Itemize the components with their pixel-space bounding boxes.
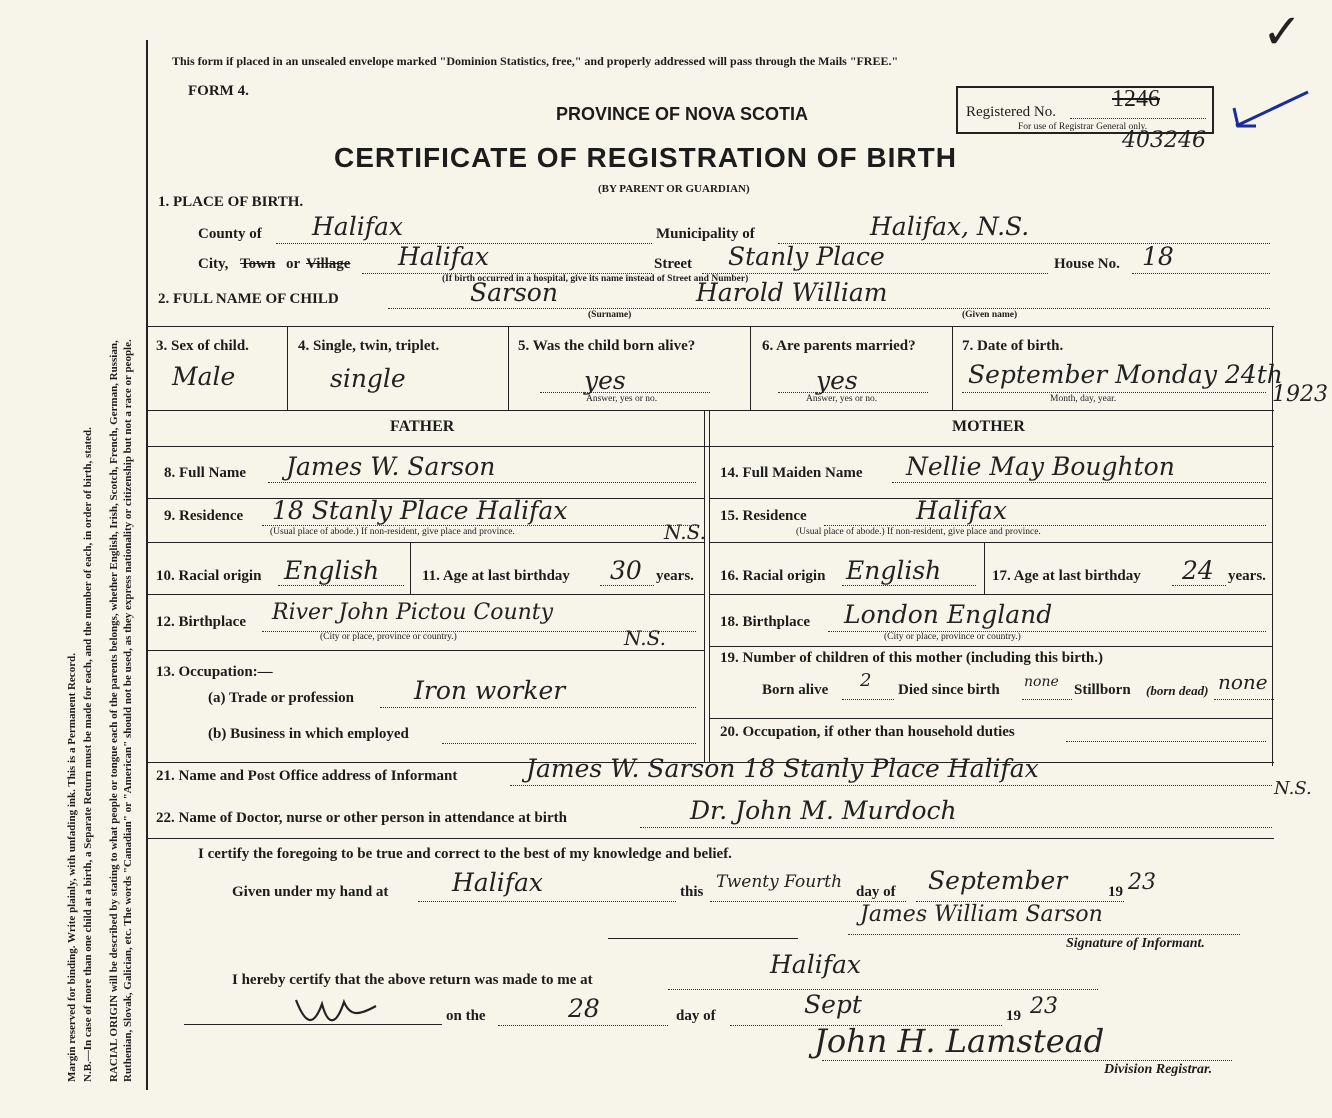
father-birthplace-caption: (City or place, province or country.) xyxy=(320,632,457,642)
certificate-title: CERTIFICATE OF REGISTRATION OF BIRTH xyxy=(334,142,957,173)
sex-label: 3. Sex of child. xyxy=(156,338,249,354)
given-at-label: Given under my hand at xyxy=(232,884,389,900)
on-the-label: on the xyxy=(446,1008,486,1024)
mother-birthplace-value: London England xyxy=(844,600,1053,629)
registered-year-value: 23 xyxy=(1030,994,1058,1019)
father-age-label: 11. Age at last birthday xyxy=(422,568,570,584)
father-racial-label: 10. Racial origin xyxy=(156,568,262,584)
stillborn-label: Stillborn xyxy=(1074,682,1131,698)
parents-married-label: 6. Are parents married? xyxy=(762,338,916,354)
given-at-place: Halifax xyxy=(452,868,543,897)
given-year-prefix: 19 xyxy=(1108,884,1123,900)
sex-value: Male xyxy=(172,362,236,391)
trade-value: Iron worker xyxy=(414,676,566,705)
mother-heading: MOTHER xyxy=(952,418,1025,435)
street-label: Street xyxy=(654,256,693,272)
form-left-border xyxy=(146,40,148,1090)
street-value: Stanly Place xyxy=(728,242,885,271)
or-label: or xyxy=(286,256,301,272)
mother-racial-value: English xyxy=(846,556,942,585)
house-number-value: 18 xyxy=(1142,242,1174,271)
municipality-value: Halifax, N.S. xyxy=(870,212,1030,241)
single-twin-label: 4. Single, twin, triplet. xyxy=(298,338,440,354)
father-birthplace-value: River John Pictou County xyxy=(272,600,554,625)
surname-caption: (Surname) xyxy=(588,310,632,320)
registrar-certify-label: I hereby certify that the above return was made to me at xyxy=(232,972,593,988)
day-of-label: day of xyxy=(856,884,896,900)
father-name-label: 8. Full Name xyxy=(164,465,247,481)
informant-province: N.S. xyxy=(1274,778,1312,799)
mother-residence-label: 15. Residence xyxy=(720,508,807,524)
this-label: this xyxy=(680,884,704,900)
mother-birthplace-label: 18. Birthplace xyxy=(720,614,810,630)
stillborn-note: (born dead) xyxy=(1146,683,1209,698)
died-since-birth-label: Died since birth xyxy=(898,682,1000,698)
blue-arrow-icon xyxy=(1232,86,1312,132)
certify-statement: I certify the foregoing to be true and correct to the best of my knowledge and belief. xyxy=(198,846,732,862)
province-heading: PROVINCE OF NOVA SCOTIA xyxy=(556,104,809,124)
birth-year-value: 1923 xyxy=(1272,382,1328,407)
child-name-label: 2. FULL NAME OF CHILD xyxy=(158,291,339,307)
father-heading: FATHER xyxy=(390,418,455,435)
date-of-birth-value: September Monday 24th xyxy=(968,360,1283,389)
registered-day-value: 28 xyxy=(568,994,600,1023)
born-alive-caption: Answer, yes or no. xyxy=(586,394,658,404)
parents-married-value: yes xyxy=(816,366,858,395)
registered-month-value: Sept xyxy=(804,990,862,1019)
date-caption: Month, day, year. xyxy=(1050,394,1117,404)
municipality-label: Municipality of xyxy=(656,226,755,242)
county-label: County of xyxy=(198,226,262,242)
margin-note-4: Ruthenian, Slovak, Galician, etc. The words "Canadian" or "American" should not be used, as they express nationality or citizenship but not a race or people. xyxy=(122,339,134,1082)
mother-name-value: Nellie May Boughton xyxy=(906,452,1175,481)
stillborn-value: none xyxy=(1218,670,1268,694)
born-alive-count-label: Born alive xyxy=(762,682,829,698)
mother-residence-value: Halifax xyxy=(916,496,1007,525)
city-label: City, xyxy=(198,256,229,272)
child-surname-value: Sarson xyxy=(470,278,558,307)
father-birthplace-label: 12. Birthplace xyxy=(156,614,246,630)
certificate-subtitle: (BY PARENT OR GUARDIAN) xyxy=(598,183,750,195)
mother-birthplace-caption: (City or place, province or country.) xyxy=(884,632,1021,642)
house-number-label: House No. xyxy=(1054,256,1120,272)
mother-occupation-label: 20. Occupation, if other than household duties xyxy=(720,724,1015,740)
check-mark-icon: ✓ xyxy=(1262,4,1303,60)
father-age-value: 30 xyxy=(610,556,642,585)
registrar-note: For use of Registrar General only. xyxy=(1018,122,1148,132)
mother-racial-label: 16. Racial origin xyxy=(720,568,826,584)
father-residence-label: 9. Residence xyxy=(164,508,244,524)
informant-label: 21. Name and Post Office address of Informant xyxy=(156,768,458,784)
registered-label: Registered No. xyxy=(966,104,1056,120)
born-alive-label: 5. Was the child born alive? xyxy=(518,338,696,354)
city-value: Halifax xyxy=(398,242,489,271)
form-number: FORM 4. xyxy=(188,83,249,99)
registered-year-prefix: 19 xyxy=(1006,1008,1021,1024)
town-label: Town xyxy=(240,256,276,272)
hospital-note: (If birth occurred in a hospital, give its name instead of Street and Number) xyxy=(442,274,749,284)
father-name-value: James W. Sarson xyxy=(286,452,496,481)
village-label: Village xyxy=(306,256,351,272)
margin-note-2: N.B.—In case of more than one child at a birth, a Separate Return must be made for each, and the number of each, in order of birth, stated. xyxy=(82,427,94,1082)
father-residence-province: N.S. xyxy=(664,520,706,544)
mother-name-label: 14. Full Maiden Name xyxy=(720,465,863,481)
given-month-value: September xyxy=(928,866,1068,895)
father-racial-value: English xyxy=(284,556,380,585)
division-registrar-label: Division Registrar. xyxy=(1104,1062,1213,1077)
registered-day-of-label: day of xyxy=(676,1008,716,1024)
occupation-label: 13. Occupation:— xyxy=(156,664,273,680)
registrar-place: Halifax xyxy=(770,950,861,979)
born-alive-count-value: 2 xyxy=(860,670,872,691)
extra-registration-number: 403246 xyxy=(1122,128,1206,153)
registrar-signature: John H. Lamstead xyxy=(814,1022,1105,1060)
mother-years-label: years. xyxy=(1228,568,1266,584)
doctor-label: 22. Name of Doctor, nurse or other person in attendance at birth xyxy=(156,810,567,826)
died-since-birth-value: none xyxy=(1024,674,1059,690)
single-twin-value: single xyxy=(330,364,406,393)
father-birthplace-province: N.S. xyxy=(624,626,666,650)
given-year-value: 23 xyxy=(1128,870,1156,895)
father-years-label: years. xyxy=(656,568,694,584)
parents-married-caption: Answer, yes or no. xyxy=(806,394,878,404)
informant-value: James W. Sarson 18 Stanly Place Halifax xyxy=(526,754,1039,783)
county-value: Halifax xyxy=(312,212,403,241)
informant-signature: James William Sarson xyxy=(860,902,1103,927)
mother-age-value: 24 xyxy=(1182,556,1214,585)
registered-number: 1246 xyxy=(1112,86,1160,112)
given-day-value: Twenty Fourth xyxy=(716,872,843,892)
date-of-birth-label: 7. Date of birth. xyxy=(962,338,1064,354)
informant-signature-label: Signature of Informant. xyxy=(1066,936,1205,951)
father-residence-value: 18 Stanly Place Halifax xyxy=(272,496,568,525)
children-count-label: 19. Number of children of this mother (including this birth.) xyxy=(720,650,1103,666)
mail-note: This form if placed in an unsealed envelope marked "Dominion Statistics, free," and properly addressed will pass through the Mails "FREE." xyxy=(172,54,899,68)
business-label: (b) Business in which employed xyxy=(208,726,409,742)
given-name-caption: (Given name) xyxy=(962,310,1018,320)
margin-note-1: Margin reserved for binding. Write plainly, with unfading ink. This is a Permanent Record. xyxy=(66,653,78,1082)
mother-residence-caption: (Usual place of abode.) If non-resident, give place and province. xyxy=(796,527,1041,537)
father-residence-caption: (Usual place of abode.) If non-resident, give place and province. xyxy=(270,527,515,537)
trade-label: (a) Trade or profession xyxy=(208,690,354,706)
margin-note-3: RACIAL ORIGIN will be described by stating to what people or tongue each of the parents belongs, whether English, Irish, Scotch, French, German, Russian, xyxy=(108,340,120,1082)
child-given-name-value: Harold William xyxy=(696,278,888,307)
doctor-value: Dr. John M. Murdoch xyxy=(690,796,957,825)
mother-age-label: 17. Age at last birthday xyxy=(992,568,1141,584)
place-of-birth-label: 1. PLACE OF BIRTH. xyxy=(158,194,304,210)
born-alive-value: yes xyxy=(584,366,626,395)
